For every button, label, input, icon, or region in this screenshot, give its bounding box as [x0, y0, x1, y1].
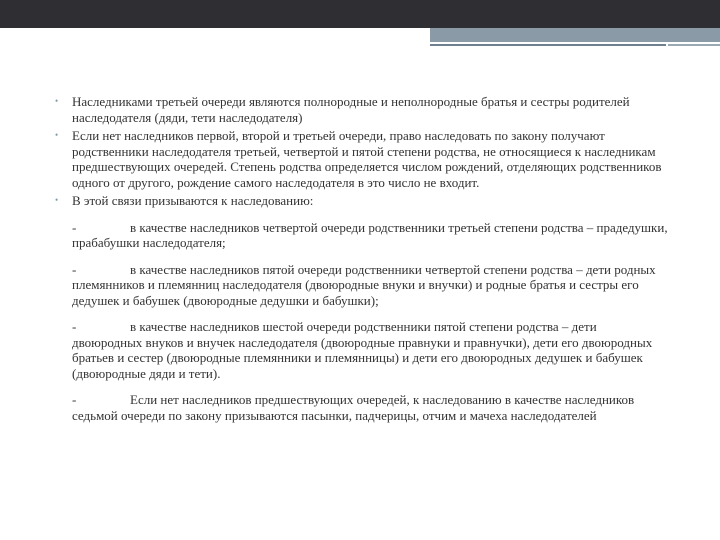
- bullet-dot-icon: •: [55, 96, 59, 106]
- bullet-item: [55, 193, 670, 209]
- dash-marker: -: [72, 261, 77, 277]
- bullet-dot-icon: •: [55, 195, 59, 205]
- sub-item-text: в качестве наследников пятой очереди родственники четвертой степени родства – дети родных племянников и племянниц наследодателя (двоюродные внуки и внучки) и родные братья и сестры его дедушек и бабушек (двоюродные дедушки и бабушки);: [72, 261, 656, 308]
- top-title-bar: [0, 0, 720, 28]
- sub-list-item: [55, 262, 670, 309]
- slide-body: [55, 94, 670, 432]
- dash-marker: -: [72, 319, 77, 334]
- sub-item-text: Если нет наследников предшествующих очередей, к наследованию в качестве наследников седьмой очереди по закону призываются пасынки, падчерицы, отчим и мачеха наследодателей: [72, 392, 635, 423]
- sub-item-text: в качестве наследников четвертой очереди родственники третьей степени родства – прадедушки, прабабушки наследодателя;: [72, 219, 668, 250]
- bullet-dot-icon: •: [55, 130, 59, 140]
- bullet-text: Наследниками третьей очереди являются полнородные и неполнородные братья и сестры родителей наследодателя (дяди, тети наследодателя): [72, 94, 630, 125]
- bullet-item: [55, 94, 670, 125]
- dash-marker: -: [72, 392, 77, 407]
- sub-item-text: в качестве наследников шестой очереди родственники пятой степени родства – дети двоюродных внуков и внучек наследодателя (двоюродные правнуки и правнучки), дети его двоюродных братьев и сестер (двоюродные племянники и племянницы) и дети его двоюродных дедушек и бабушек (двоюродные дяди и тети).: [72, 319, 653, 381]
- decorative-rail: [430, 28, 720, 42]
- dash-marker: -: [72, 219, 77, 235]
- decorative-line: [430, 44, 666, 46]
- sub-list-item: [55, 220, 670, 251]
- bullet-item: [55, 128, 670, 190]
- bullet-text: В этой связи призываются к наследованию:: [72, 193, 314, 208]
- decorative-line-end: [668, 44, 720, 46]
- sub-list-item: [55, 319, 670, 381]
- bullet-text: Если нет наследников первой, второй и третьей очереди, право наследовать по закону получают родственники наследодателя третьей, четвертой и пятой степени родства, не относящиеся к наследникам предшествующих очередей. Степень родства определяется числом рождений, отделяющих родственников одного от другого, рождение самого наследодателя в это число не входит.: [72, 128, 662, 190]
- sub-list-item: [55, 392, 670, 423]
